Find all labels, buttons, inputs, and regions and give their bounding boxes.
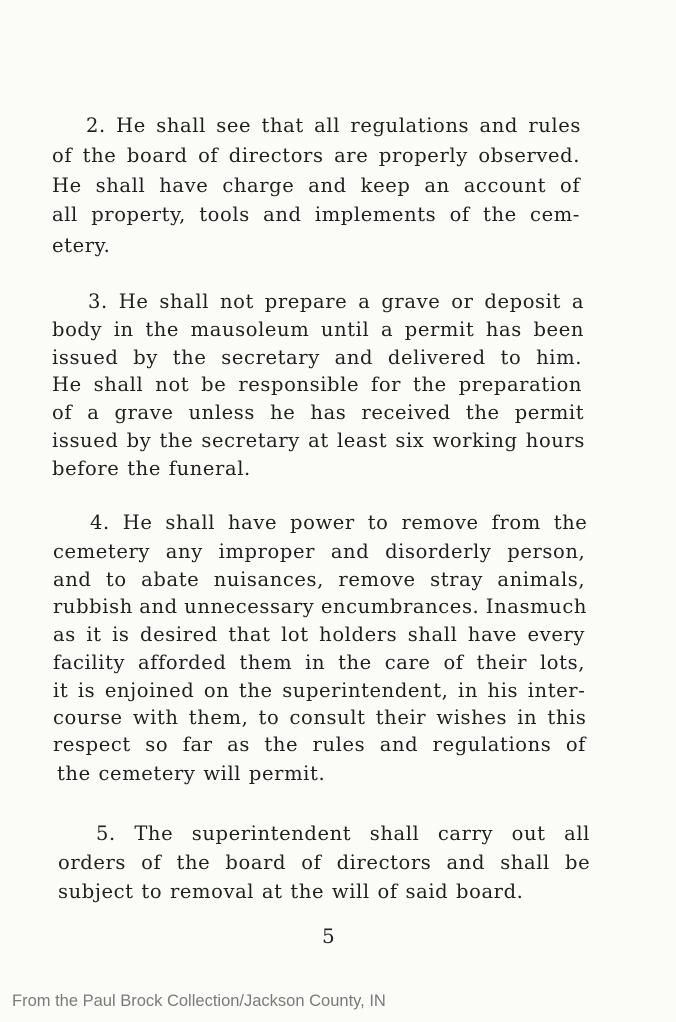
text-line: subject to removal at the will of said board. xyxy=(58,880,524,903)
text-line: course with them, to consult their wishes in this xyxy=(53,706,587,729)
text-line: rubbish and unnecessary encumbrances. Inasmuch xyxy=(53,595,587,618)
text-line: orders of the board of directors and shall be xyxy=(58,851,591,874)
text-line: of the board of directors are properly observed. xyxy=(52,144,581,167)
text-line: before the funeral. xyxy=(52,457,251,480)
text-line: respect so far as the rules and regulations of xyxy=(53,733,586,756)
text-line: the cemetery will permit. xyxy=(57,762,326,785)
text-line: 4. He shall have power to remove from the xyxy=(90,511,588,534)
text-line: it is enjoined on the superintendent, in his inter- xyxy=(53,679,586,702)
text-line: cemetery any improper and disorderly person, xyxy=(53,540,586,563)
text-line: 5. The superintendent shall carry out all xyxy=(96,822,590,845)
text-line: He shall have charge and keep an account of xyxy=(52,174,581,197)
text-line: facility afforded them in the care of their lots, xyxy=(53,651,585,674)
text-line: He shall not be responsible for the preparation xyxy=(52,373,583,396)
text-line: and to abate nuisances, remove stray animals, xyxy=(53,568,586,591)
text-line: as it is desired that lot holders shall have every xyxy=(53,623,585,646)
text-line: issued by the secretary at least six working hours xyxy=(52,429,585,452)
text-line: issued by the secretary and delivered to him. xyxy=(52,346,582,369)
page-number: 5 xyxy=(322,924,335,948)
text-line: body in the mausoleum until a permit has been xyxy=(52,318,584,341)
collection-credit: From the Paul Brock Collection/Jackson County, IN xyxy=(12,992,386,1010)
text-line: 3. He shall not prepare a grave or deposit a xyxy=(88,290,585,313)
text-line: all property, tools and implements of the cem- xyxy=(52,203,580,226)
text-line: etery. xyxy=(52,234,111,257)
text-line: 2. He shall see that all regulations and rules xyxy=(86,114,581,137)
text-line: of a grave unless he has received the permit xyxy=(52,401,585,424)
